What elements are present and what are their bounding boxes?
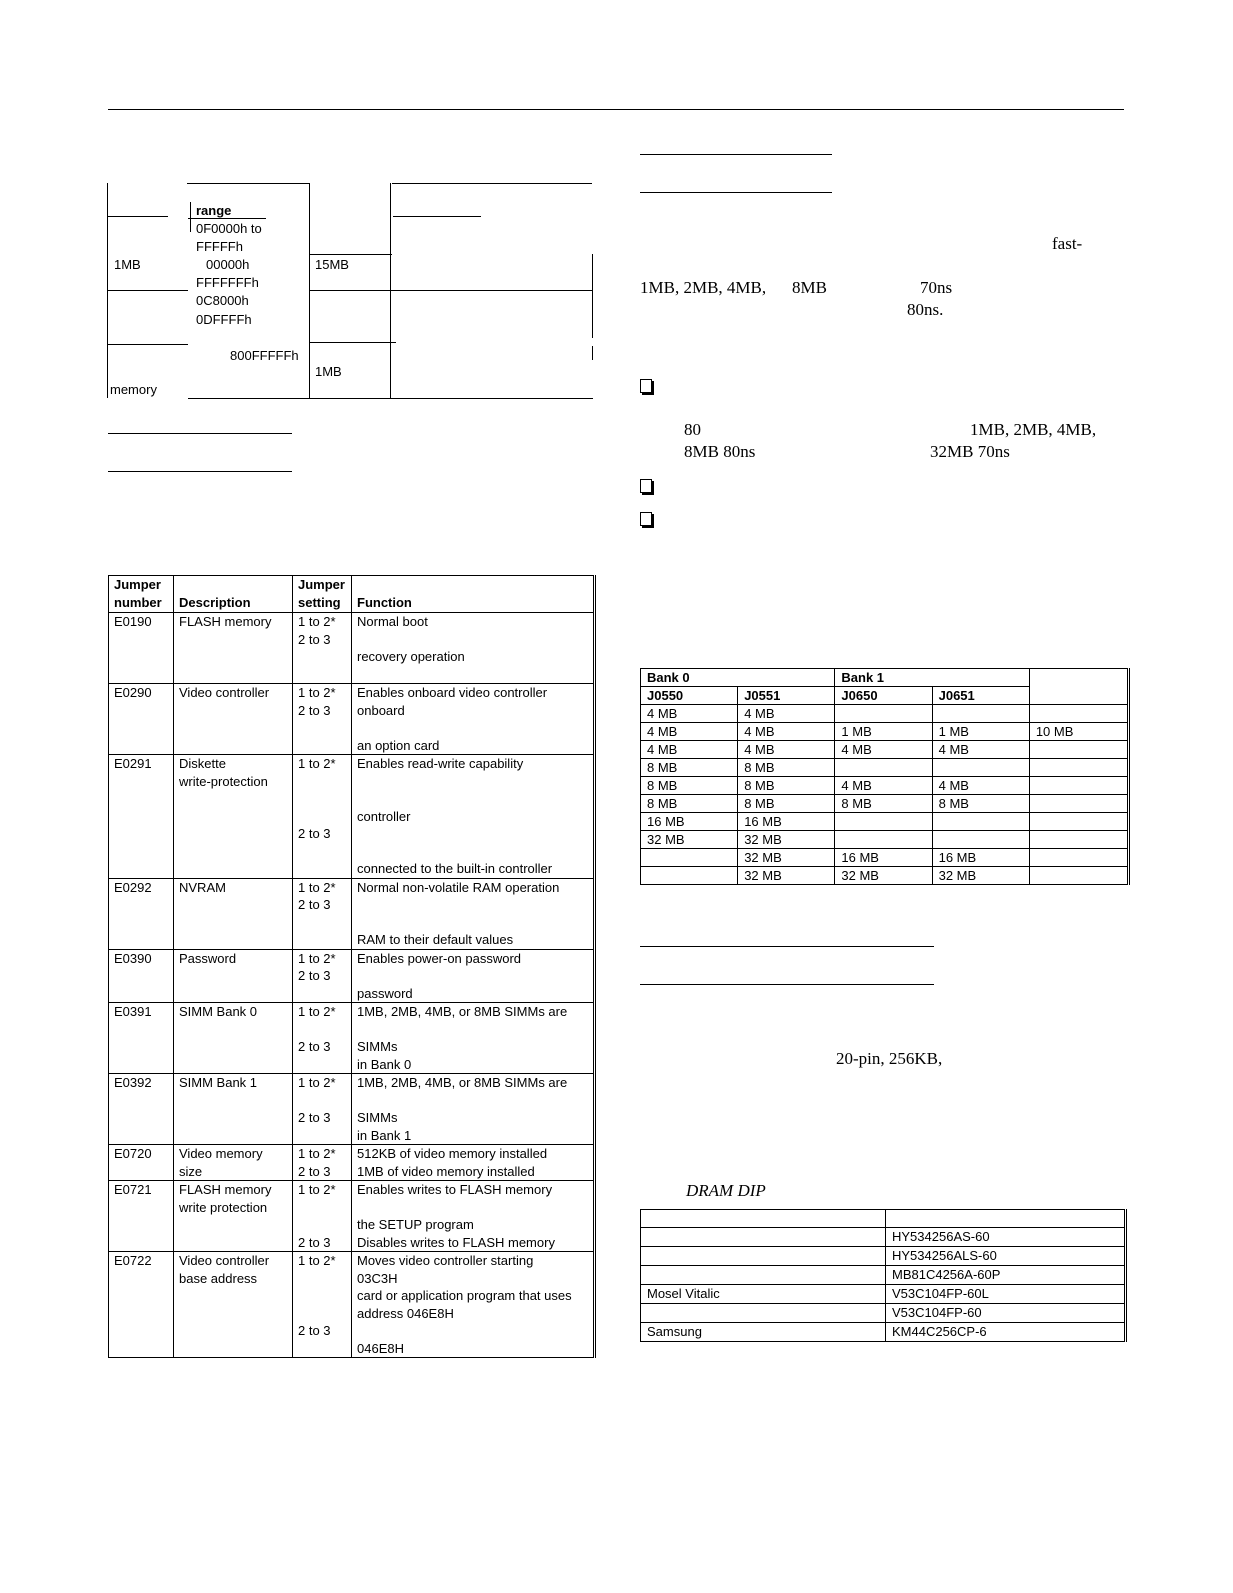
socket-cell: 8 MB — [641, 777, 738, 795]
cell-text: SIMMs — [357, 1039, 398, 1054]
socket-cell: 4 MB — [641, 705, 738, 723]
jumper-description — [174, 878, 293, 949]
socket-cell: 4 MB — [835, 741, 932, 759]
cell-text: Video memory — [179, 1146, 263, 1161]
cell-text — [298, 1216, 346, 1234]
jumper-setting — [293, 755, 352, 879]
text-fast: fast- — [1052, 234, 1083, 253]
cell-text: 1 to 2* — [298, 879, 336, 895]
table-row — [109, 878, 595, 949]
heading-rule — [640, 192, 832, 193]
memory-map-cell: 15MB — [315, 257, 349, 272]
dram-table-caption: DRAM DIP — [686, 1181, 766, 1200]
socket-cell: 16 MB — [932, 849, 1029, 867]
table-row — [641, 831, 1129, 849]
jumper-number — [109, 1145, 174, 1181]
total-memory-cell — [1029, 705, 1128, 723]
cell-text: E0291 — [114, 756, 152, 771]
socket-cell: 4 MB — [932, 777, 1029, 795]
jumper-table-header — [109, 576, 595, 613]
cell-text: size — [179, 1163, 203, 1179]
jumper-setting — [293, 1181, 352, 1252]
cell-text: E0290 — [114, 685, 152, 700]
cell-text: 2 to 3 — [298, 826, 331, 841]
cell-text: 1MB of video memory installed — [357, 1163, 535, 1179]
table-row — [641, 759, 1129, 777]
bullet-checkbox-icon — [640, 479, 652, 493]
socket-cell — [835, 759, 932, 777]
jumper-number — [109, 613, 174, 684]
cell-text: FLASH memory — [179, 1182, 272, 1197]
cell-text: 046E8H — [357, 1340, 404, 1356]
bullet-checkbox-icon — [640, 379, 652, 393]
header-jumper-setting: Jumper — [298, 577, 345, 592]
part-number-cell: HY534256AS-60 — [886, 1228, 1126, 1247]
jumper-number — [109, 1074, 174, 1145]
cell-text: SIMM Bank 1 — [179, 1075, 258, 1090]
part-number-cell: V53C104FP-60 — [886, 1304, 1126, 1323]
jumper-setting — [293, 1252, 352, 1358]
text-simm-sizes: 1MB, 2MB, 4MB, — [640, 278, 767, 297]
cell-text — [298, 808, 346, 826]
total-memory-cell: 10 MB — [1029, 723, 1128, 741]
memory-map-cell: 1MB — [315, 364, 342, 379]
cell-text — [298, 1270, 346, 1288]
socket-cell: 16 MB — [641, 813, 738, 831]
socket-cell: 8 MB — [641, 759, 738, 777]
cell-text: 2 to 3 — [298, 631, 331, 647]
text-20-pin: 20-pin, 256KB, — [836, 1049, 943, 1068]
socket-cell — [641, 849, 738, 867]
cell-text — [357, 631, 588, 649]
memory-map-cell: 00000h — [206, 257, 250, 272]
cell-text: recovery operation — [357, 649, 465, 664]
socket-cell: 4 MB — [932, 741, 1029, 759]
socket-cell — [932, 705, 1029, 723]
table-row — [641, 741, 1129, 759]
cell-text: 1MB, 2MB, 4MB, or 8MB SIMMs are — [357, 1075, 568, 1090]
jumper-description — [174, 755, 293, 879]
cell-text — [298, 1305, 346, 1323]
cell-text: Diskette — [179, 756, 226, 771]
text-32mb-70ns: 32MB 70ns — [930, 442, 1010, 461]
cell-text: SIMM Bank 0 — [179, 1004, 258, 1019]
jumper-function — [352, 755, 595, 879]
total-memory-cell — [1029, 759, 1128, 777]
cell-text: NVRAM — [179, 879, 226, 895]
jumper-number — [109, 755, 174, 879]
table-row — [641, 1247, 1126, 1266]
jumper-setting — [293, 878, 352, 949]
dram-table — [640, 1209, 1127, 1342]
cell-text: 1 to 2* — [298, 1253, 336, 1268]
cell-text: E0392 — [114, 1075, 152, 1090]
simm-table — [640, 668, 1130, 885]
cell-text: Password — [179, 950, 237, 966]
jumper-setting — [293, 613, 352, 684]
cell-text: Enables read-write capability — [357, 756, 524, 771]
cell-text — [357, 790, 588, 808]
socket-cell — [641, 867, 738, 885]
cell-text: E0722 — [114, 1253, 152, 1268]
cell-text: 2 to 3 — [298, 1110, 331, 1125]
cell-text: 2 to 3 — [298, 1323, 331, 1338]
socket-cell: 32 MB — [738, 867, 835, 885]
heading-rule — [108, 433, 292, 434]
cell-text: 03C3H — [357, 1270, 398, 1286]
memory-map-cell: 0F0000h to — [196, 221, 262, 236]
text-8mb-80ns: 8MB 80ns — [684, 442, 756, 461]
table-row — [641, 1210, 1126, 1228]
table-row — [641, 813, 1129, 831]
cell-text — [357, 773, 588, 791]
socket-cell: 16 MB — [738, 813, 835, 831]
cell-text: in Bank 0 — [357, 1056, 412, 1072]
socket-cell: 1 MB — [835, 723, 932, 741]
table-row — [641, 1228, 1126, 1247]
cell-text — [357, 967, 588, 985]
jumper-function — [352, 613, 595, 684]
manufacturer-cell — [641, 1247, 886, 1266]
socket-cell — [835, 831, 932, 849]
table-row — [641, 1323, 1126, 1342]
jumper-description — [174, 1252, 293, 1358]
cell-text — [357, 825, 588, 843]
socket-header: J0651 — [932, 687, 1029, 705]
cell-text: address 046E8H — [357, 1305, 454, 1321]
cell-text: 2 to 3 — [298, 1163, 331, 1179]
header-jumper-setting: setting — [298, 594, 341, 610]
jumper-table — [108, 575, 596, 1358]
part-number-cell: V53C104FP-60L — [886, 1285, 1126, 1304]
cell-text: 1 to 2* — [298, 614, 336, 629]
socket-cell: 8 MB — [835, 795, 932, 813]
cell-text: in Bank 1 — [357, 1127, 412, 1143]
memory-map-cell: 1MB — [114, 257, 141, 272]
memory-map-cell: FFFFFh — [196, 239, 243, 254]
socket-cell: 32 MB — [641, 831, 738, 849]
memory-map-cell: FFFFFFFh — [196, 275, 259, 290]
socket-cell: 8 MB — [738, 759, 835, 777]
heading-rule — [640, 984, 934, 985]
cell-text: RAM to their default values — [357, 932, 514, 947]
socket-cell: 4 MB — [738, 741, 835, 759]
cell-text: password — [357, 985, 413, 1001]
jumper-setting — [293, 684, 352, 755]
heading-rule — [640, 946, 934, 947]
table-row — [109, 1003, 595, 1074]
total-memory-cell — [1029, 795, 1128, 813]
jumper-number — [109, 1003, 174, 1074]
cell-text: onboard — [357, 702, 405, 718]
cell-text — [298, 1021, 346, 1039]
cell-text: write-protection — [179, 773, 268, 789]
cell-text: 2 to 3 — [298, 897, 331, 912]
total-memory-cell — [1029, 831, 1128, 849]
jumper-number — [109, 949, 174, 1003]
cell-text: Normal non-volatile RAM operation — [357, 879, 560, 895]
socket-cell — [932, 831, 1029, 849]
jumper-function — [352, 1181, 595, 1252]
socket-header: J0551 — [738, 687, 835, 705]
socket-cell — [835, 813, 932, 831]
socket-cell: 8 MB — [738, 795, 835, 813]
memory-map-cell: 0DFFFFh — [196, 312, 252, 327]
socket-cell: 32 MB — [738, 849, 835, 867]
jumper-setting — [293, 949, 352, 1003]
jumper-function — [352, 1145, 595, 1181]
total-memory-cell — [1029, 813, 1128, 831]
text-8mb: 8MB — [792, 278, 827, 297]
jumper-number — [109, 878, 174, 949]
total-column-header — [1029, 669, 1128, 705]
jumper-function — [352, 684, 595, 755]
cell-text: 2 to 3 — [298, 702, 331, 718]
table-row — [641, 705, 1129, 723]
table-row — [109, 613, 595, 684]
cell-text: base address — [179, 1270, 258, 1286]
cell-text — [298, 666, 346, 684]
cell-text: 1MB, 2MB, 4MB, or 8MB SIMMs are — [357, 1004, 568, 1019]
part-number-cell: HY534256ALS-60 — [886, 1247, 1126, 1266]
cell-text: E0391 — [114, 1004, 152, 1019]
socket-cell — [932, 813, 1029, 831]
table-row — [641, 867, 1129, 885]
heading-rule — [640, 154, 832, 155]
table-row — [109, 1181, 595, 1252]
cell-text: write protection — [179, 1199, 268, 1215]
cell-text: E0190 — [114, 614, 152, 629]
socket-cell: 1 MB — [932, 723, 1029, 741]
socket-header: J0650 — [835, 687, 932, 705]
table-row — [641, 1266, 1126, 1285]
jumper-setting — [293, 1145, 352, 1181]
cell-text: card or application program that uses — [357, 1288, 572, 1303]
cell-text — [357, 1021, 588, 1039]
cell-text: 512KB of video memory installed — [357, 1146, 548, 1161]
jumper-number — [109, 684, 174, 755]
text-80ns: 80ns. — [907, 300, 944, 319]
cell-text: connected to the built-in controller — [357, 861, 553, 876]
cell-text — [357, 1322, 588, 1340]
socket-cell: 32 MB — [835, 867, 932, 885]
cell-text: SIMMs — [357, 1110, 398, 1125]
memory-map-cell: 0C8000h — [196, 293, 249, 308]
text-80: 80 — [684, 420, 701, 439]
jumper-function — [352, 1003, 595, 1074]
cell-text — [298, 773, 346, 791]
manufacturer-cell — [641, 1210, 886, 1228]
table-row — [641, 795, 1129, 813]
cell-text: 1 to 2* — [298, 1004, 336, 1019]
cell-text: E0292 — [114, 879, 152, 895]
table-row — [109, 949, 595, 1003]
header-jumper-number: Jumper — [114, 577, 161, 592]
jumper-setting — [293, 1074, 352, 1145]
cell-text — [298, 648, 346, 666]
manufacturer-cell — [641, 1304, 886, 1323]
cell-text: FLASH memory — [179, 614, 272, 629]
bullet-checkbox-icon — [640, 512, 652, 526]
jumper-description — [174, 613, 293, 684]
jumper-description — [174, 949, 293, 1003]
total-memory-cell — [1029, 777, 1128, 795]
heading-rule — [108, 471, 292, 472]
header-rule — [108, 109, 1124, 110]
memory-map-range-header: range — [196, 203, 232, 218]
cell-text: 1 to 2* — [298, 756, 336, 771]
table-row — [641, 723, 1129, 741]
cell-text: Video controller — [179, 685, 270, 700]
part-number-cell: MB81C4256A-60P — [886, 1266, 1126, 1285]
jumper-description — [174, 1181, 293, 1252]
jumper-number — [109, 1181, 174, 1252]
cell-text — [298, 1199, 346, 1217]
cell-text: controller — [357, 808, 411, 824]
cell-text: 1 to 2* — [298, 1182, 336, 1197]
jumper-function — [352, 1074, 595, 1145]
jumper-setting — [293, 1003, 352, 1074]
memory-map-cell: memory — [110, 382, 157, 397]
cell-text: Enables writes to FLASH memory — [357, 1182, 553, 1197]
jumper-description — [174, 1003, 293, 1074]
cell-text — [357, 896, 588, 914]
socket-cell: 32 MB — [738, 831, 835, 849]
cell-text: Enables power-on password — [357, 950, 522, 966]
cell-text: 2 to 3 — [298, 968, 331, 983]
text-bank-sizes: 1MB, 2MB, 4MB, — [970, 420, 1097, 439]
table-row — [641, 1304, 1126, 1323]
cell-text: E0721 — [114, 1182, 152, 1197]
cell-text: 1 to 2* — [298, 950, 336, 966]
manufacturer-cell: Mosel Vitalic — [641, 1285, 886, 1304]
cell-text: 1 to 2* — [298, 1075, 336, 1090]
part-number-cell — [886, 1210, 1126, 1228]
cell-text — [298, 1092, 346, 1110]
table-row — [641, 777, 1129, 795]
socket-cell — [835, 705, 932, 723]
bank-1-header: Bank 1 — [835, 669, 1029, 687]
cell-text: Enables onboard video controller — [357, 685, 548, 700]
total-memory-cell — [1029, 741, 1128, 759]
manufacturer-cell — [641, 1228, 886, 1247]
cell-text: Normal boot — [357, 614, 428, 629]
cell-text: Disables writes to FLASH memory — [357, 1234, 555, 1250]
cell-text — [298, 790, 346, 808]
cell-text — [357, 914, 588, 932]
table-row — [641, 1285, 1126, 1304]
manufacturer-cell: Samsung — [641, 1323, 886, 1342]
socket-cell: 8 MB — [641, 795, 738, 813]
header-jumper-number: number — [114, 594, 162, 610]
header-function: Function — [357, 594, 412, 610]
cell-text: Video controller — [179, 1253, 270, 1268]
cell-text — [357, 1092, 588, 1110]
table-row — [109, 1074, 595, 1145]
socket-cell: 4 MB — [835, 777, 932, 795]
cell-text: an option card — [357, 737, 440, 753]
cell-text: 2 to 3 — [298, 1234, 331, 1250]
socket-cell — [932, 759, 1029, 777]
jumper-description — [174, 1145, 293, 1181]
cell-text — [357, 843, 588, 861]
socket-cell: 8 MB — [738, 777, 835, 795]
cell-text — [298, 1287, 346, 1305]
socket-cell: 16 MB — [835, 849, 932, 867]
cell-text: Moves video controller starting — [357, 1253, 534, 1268]
cell-text: E0390 — [114, 950, 152, 966]
part-number-cell: KM44C256CP-6 — [886, 1323, 1126, 1342]
jumper-number — [109, 1252, 174, 1358]
socket-cell: 8 MB — [932, 795, 1029, 813]
socket-cell: 4 MB — [641, 723, 738, 741]
memory-map-cell: 800FFFFFh — [230, 348, 299, 363]
cell-text — [357, 1199, 588, 1217]
table-row — [109, 1252, 595, 1358]
jumper-function — [352, 949, 595, 1003]
cell-text: the SETUP program — [357, 1217, 474, 1232]
bank-0-header: Bank 0 — [641, 669, 835, 687]
table-row — [109, 684, 595, 755]
cell-text: 1 to 2* — [298, 685, 336, 700]
text-70ns: 70ns — [920, 278, 953, 297]
jumper-description — [174, 684, 293, 755]
table-row — [109, 755, 595, 879]
socket-cell: 32 MB — [932, 867, 1029, 885]
cell-text: 2 to 3 — [298, 1039, 331, 1054]
total-memory-cell — [1029, 849, 1128, 867]
manufacturer-cell — [641, 1266, 886, 1285]
jumper-function — [352, 878, 595, 949]
header-description: Description — [179, 594, 251, 610]
cell-text: E0720 — [114, 1146, 152, 1161]
table-row — [641, 849, 1129, 867]
cell-text: 1 to 2* — [298, 1146, 336, 1161]
total-memory-cell — [1029, 867, 1128, 885]
socket-cell: 4 MB — [641, 741, 738, 759]
socket-cell: 4 MB — [738, 723, 835, 741]
simm-bank-header — [641, 669, 1129, 687]
jumper-description — [174, 1074, 293, 1145]
table-row — [109, 1145, 595, 1181]
socket-cell: 4 MB — [738, 705, 835, 723]
socket-header: J0550 — [641, 687, 738, 705]
cell-text — [357, 719, 588, 737]
jumper-function — [352, 1252, 595, 1358]
